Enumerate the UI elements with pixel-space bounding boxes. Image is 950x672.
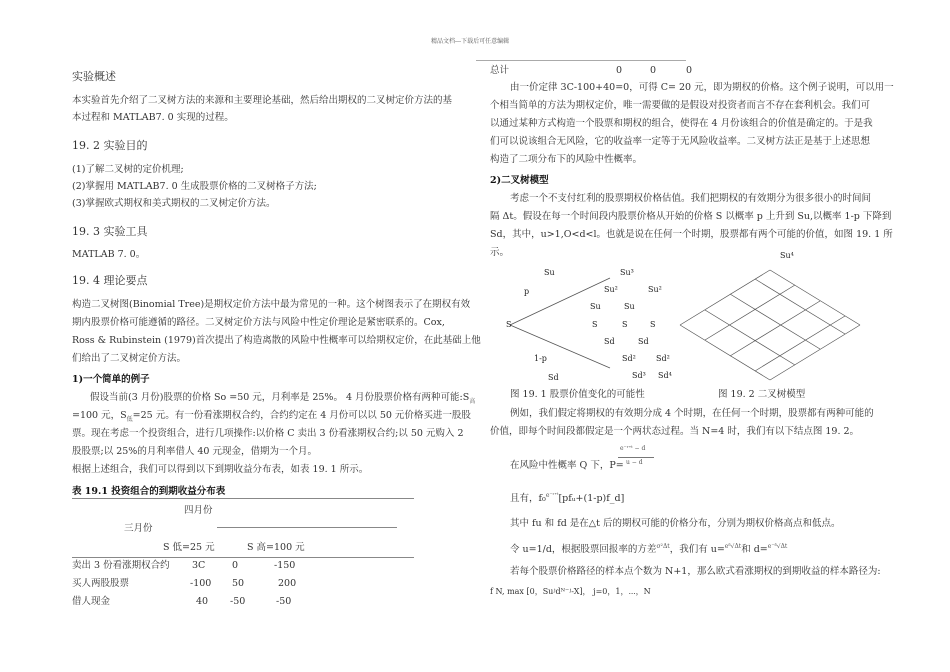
page-header: 精品文档---下载后可任意编辑: [431, 38, 510, 45]
fig1-caption: 图 19. 1 股票价值变化的可能性: [510, 389, 645, 400]
example-line-5: 根据上述组合，我们可以得到以下到期收益分布表，如表 19. 1 所示。: [72, 464, 369, 475]
table-col-march: 三月份: [124, 523, 153, 534]
example-line-4: 股股票;以 25%的月利率借人 40 元现金，借期为一个月。: [72, 446, 317, 457]
fig2-s-b: S: [622, 320, 628, 329]
table-row-3-c3: -50: [276, 596, 292, 607]
table-row-2-c3: 200: [278, 578, 297, 589]
fig2-sd2-a: Sd²: [622, 354, 636, 363]
para1-line-3: 以通过某种方式构造一个股票和期权的组合，使得在 4 月份该组合的价值是确定的。于是我: [490, 118, 873, 129]
formula-q-numerator: e⁻ʳᐩᵗ − d: [620, 445, 646, 452]
fig2-su3: Su³: [620, 268, 634, 277]
para7-formula: f N, max [0，Suʲdᴺ⁻ʲ-X]， j=0，1，⋯，N: [490, 587, 651, 596]
table-total-v2: 0: [650, 65, 657, 76]
table-total-v3: 0: [686, 65, 693, 76]
table-s-low: S 低=25 元: [163, 542, 215, 553]
para3-line-1: 例如，我们假定将期权的有效期分成 4 个时期，在任何一个时期，股票都有两种可能的: [510, 408, 874, 419]
model-heading: 2)二叉树模型: [490, 175, 549, 186]
para5: 令 u=1/d，根据股票回报率的方差$^{\sigma^2\Delta t}$，我们有 u=$^{eᵟ√\Delta t}$和 d=$^{e^-ᵟ√\Delta t}$: [510, 543, 788, 556]
table-s-high: S 高=100 元: [247, 542, 305, 553]
example-line-2: =100 元，$S_低=25$ 元。有一份看涨期权合约，合约约定在 4 月份可以以 50 元价格买进一股股: [72, 410, 471, 423]
fig2-su2-label-b: Su²: [648, 285, 662, 294]
fig2-sd3: Sd³: [632, 371, 646, 380]
section-19-4-heading: 19. 4 理论要点: [72, 274, 148, 287]
fig2-lattice: [680, 270, 860, 380]
objective-item-1: (1)了解二叉树的定价机理;: [72, 164, 184, 175]
right-top-rule: [476, 60, 686, 61]
tools-text: MATLAB 7. 0。: [72, 249, 146, 260]
table-row-3-c2: -50: [230, 596, 246, 607]
fig2-su4: Su⁴: [780, 251, 794, 260]
table-top-rule: [72, 498, 414, 499]
section-19-3-heading: 19. 3 实验工具: [72, 225, 148, 238]
theory-line-3: Ross & Rubinstein (1979)首次提出了构造离散的风险中性概率可以给期权定价，在此基础上他: [72, 335, 481, 346]
table-row-2-c1: -100: [190, 578, 212, 589]
formula-f: 且有，f₀$^{e^-ʳᐩᵗ}$[pfᵤ+(1-p)f_d]: [510, 492, 625, 505]
fig2-su-b: Su: [624, 302, 635, 311]
table-row-3-c1: 40: [196, 596, 209, 607]
fig2-s-a: S: [592, 320, 598, 329]
para3-line-2: 价值，即每个时间段都假定是一个两状态过程。当 N=4 时，我们有以下结点图 19. 2。: [490, 426, 860, 437]
formula-q-prefix: 在风险中性概率 Q 下，P=: [510, 460, 624, 471]
overview-heading: 实验概述: [72, 70, 116, 83]
para4: 其中 fu 和 fd 是在△t 后的期权可能的价格分布，分别为期权价格高点和低点。: [510, 518, 841, 529]
table-row-1-c2: 0: [232, 560, 239, 571]
para2-line-3: Sd，其中，u>1,O<d<l。也就是说在任何一个时期，股票都有两个可能的价值，如图 19. 1 所: [490, 229, 893, 240]
fig2-sd-b: Sd: [638, 337, 649, 346]
theory-line-2: 期内股票价格可能遵循的路径。二叉树定价方法与风险中性定价理论是紧密联系的。Cox,: [72, 317, 445, 328]
example-line-3: 票。现在考虑一个投资组合，进行几项操作:以价格 C 卖出 3 份看涨期权合约;以 50 元购入 2: [72, 428, 464, 439]
fig2-su-a: Su: [590, 302, 601, 311]
section-19-2-heading: 19. 2 实验目的: [72, 139, 148, 152]
para6: 若每个股票价格路径的样本点个数为 N+1，那么欧式看涨期权的到期收益的样本路径为:: [510, 566, 881, 577]
example-line-1: 假设当前(3 月份)股票的价格 So =50 元，月利率是 25%。 4 月份股票价格有两种可能$:S_高$: [90, 392, 476, 405]
table-row-2-label: 买人两股股票: [72, 578, 130, 589]
objective-item-2: (2)掌握用 MATLAB7. 0 生成股票价格的二叉树格子方法;: [72, 181, 317, 192]
example-heading: 1)一个简单的例子: [72, 374, 150, 385]
overview-line-2: 本过程和 MATLAB7. 0 实现的过程。: [72, 112, 234, 123]
binomial-figures: [500, 250, 880, 390]
fig2-sd4: Sd⁴: [658, 371, 672, 380]
table-col-april: 四月份: [184, 505, 213, 516]
fig2-s-c: S: [650, 320, 656, 329]
table-total-label: 总计: [490, 65, 510, 76]
table-row-1-label: 卖出 3 份看涨期权合约: [72, 560, 170, 571]
fig1-sd: Sd: [548, 373, 559, 382]
table-row-1-c3: -150: [274, 560, 296, 571]
formula-q-denominator: u − d: [626, 459, 643, 466]
fig2-sd-a: Sd: [604, 337, 615, 346]
para1-line-5: 构造了二项分布下的风险中性概率。: [490, 154, 643, 165]
fig1-su: Su: [544, 268, 555, 277]
para2-line-2: 隔 Δt。假设在每一个时间段内股票价格从开始的价格 S 以概率 p 上升到 Su,以概率 1-p 下降到: [490, 211, 892, 222]
table-total-v1: 0: [616, 65, 623, 76]
para2-line-4: 示。: [490, 247, 510, 258]
fig2-sd2-b: Sd²: [656, 354, 670, 363]
para1-line-4: 们可以说该组合无风险，它的收益率一定等于无风险收益率。二叉树方法正是基于上述思想: [490, 136, 871, 147]
fig2-su2: Su²: [604, 285, 618, 294]
fig1-p: p: [524, 287, 530, 296]
table-row-1-c1: 3C: [192, 560, 206, 571]
theory-line-1: 构造二叉树图(Binomial Tree)是期权定价方法中最为常见的一种。这个树图表示了在期权有效: [72, 299, 471, 310]
fig1-one-minus-p: 1-p: [534, 354, 547, 363]
overview-line-1: 本实验首先介绍了二叉树方法的来源和主要理论基础，然后给出期权的二叉树定价方法的基: [72, 95, 453, 106]
fig2-caption: 图 19. 2 二叉树模型: [718, 389, 806, 400]
table-title: 表 19.1 投资组合的到期收益分布表: [72, 486, 226, 497]
formula-q-fraction-bar: [618, 457, 654, 458]
para1-line-2: 个相当简单的方法为期权定价，唯一需要做的是假设对投资者而言不存在套利机会。我们可: [490, 100, 871, 111]
objective-item-3: (3)掌握欧式期权和美式期权的二叉树定价方法。: [72, 198, 276, 209]
table-row-3-label: 借人现金: [72, 596, 111, 607]
fig1-s: S: [506, 320, 512, 329]
theory-line-4: 们给出了二叉树定价方法。: [72, 353, 187, 364]
para2-line-1: 考虑一个不支付红利的股票期权价格估值。我们把期权的有效期分为很多很小的时间间: [510, 193, 872, 204]
table-mid-rule: [217, 527, 397, 528]
para1-line-1: 由一价定律 3C-100+40=0，可得 C= 20 元，即为期权的价格。这个例子说明，可以用一: [510, 82, 894, 93]
table-row-2-c2: 50: [232, 578, 245, 589]
